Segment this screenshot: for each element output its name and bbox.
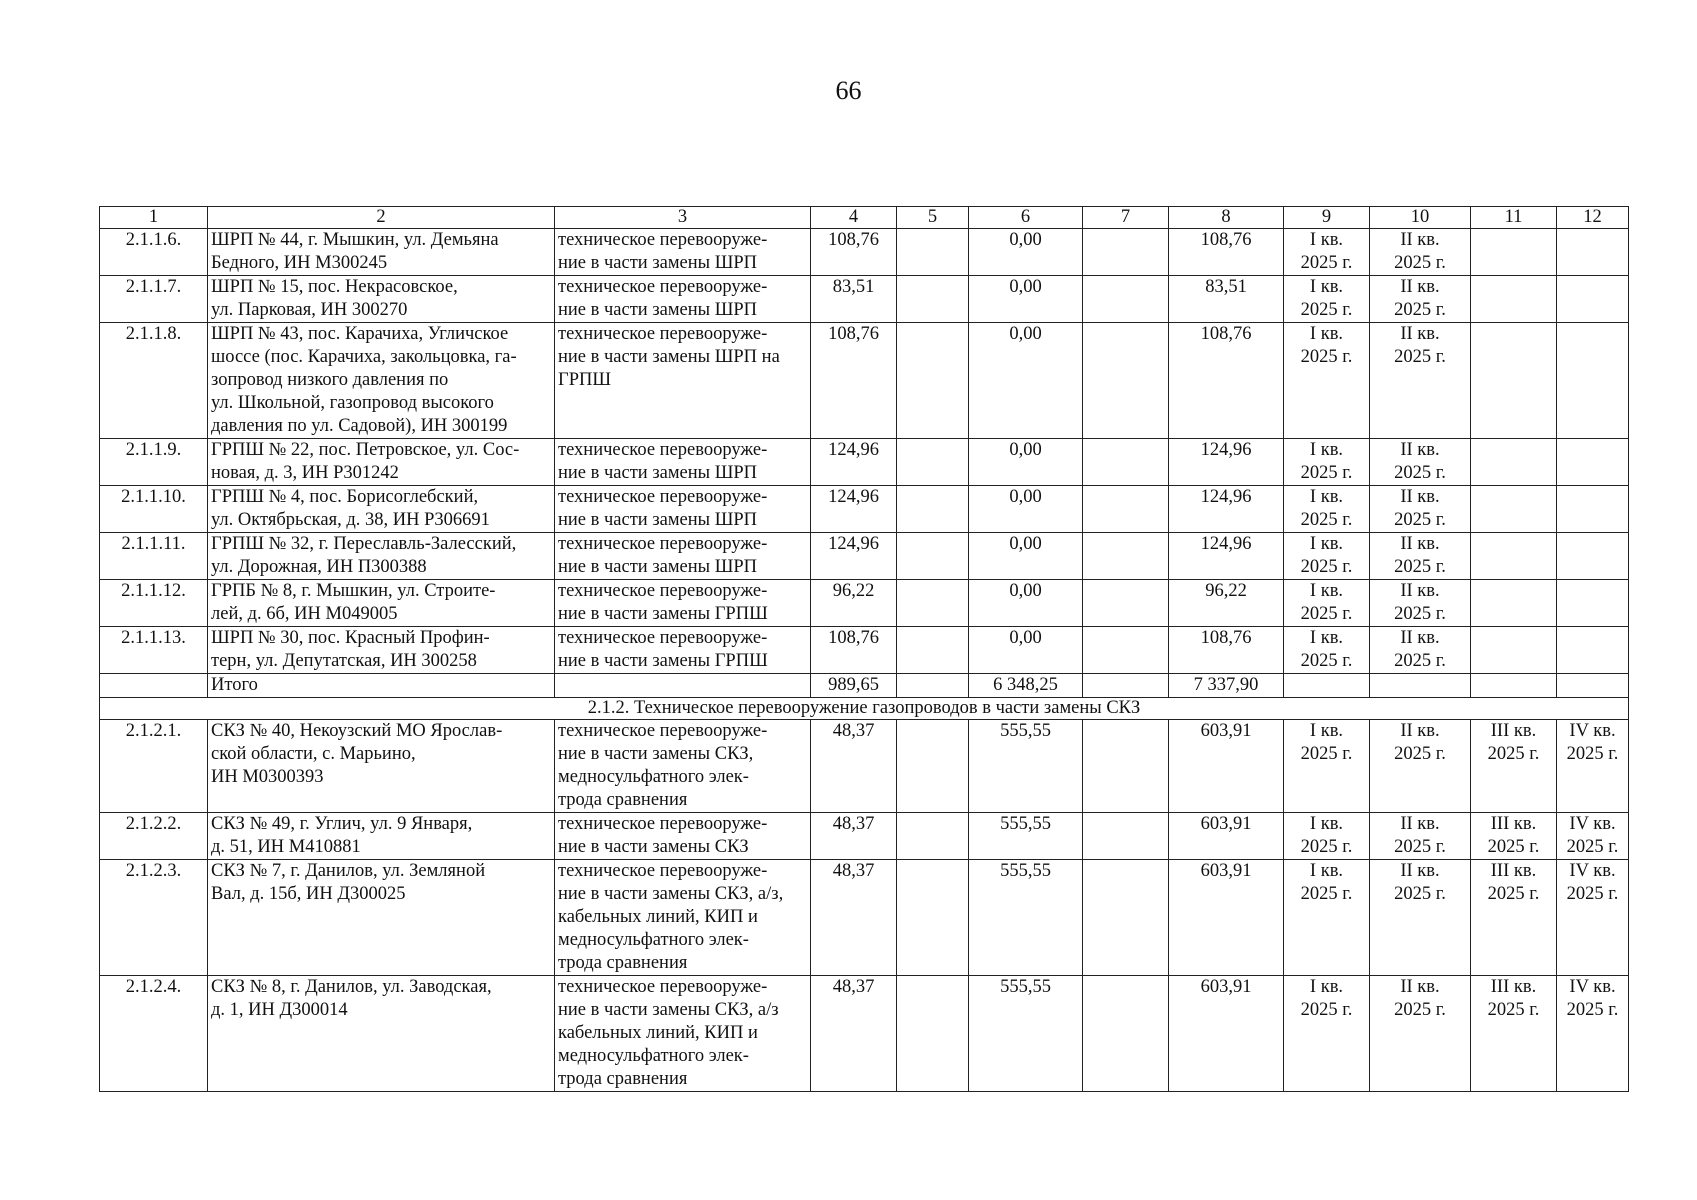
col-header-7: 7 — [1083, 207, 1169, 229]
work-type: техническое перевооруже- ние в части замены СКЗ, а/з, кабельных линий, КИП и медносульфатного элек- трода сравнения — [555, 860, 811, 976]
table-row — [100, 486, 1629, 533]
total-col8: 7 337,90 — [1169, 674, 1284, 698]
work-type: техническое перевооруже- ние в части замены ГРПШ — [555, 627, 811, 674]
col11-quarter: III кв. 2025 г. — [1471, 813, 1557, 860]
row-number: 2.1.1.9. — [100, 439, 208, 486]
end-quarter: II кв. 2025 г. — [1370, 720, 1471, 813]
row-number: 2.1.1.8. — [100, 323, 208, 439]
col5-value — [897, 323, 969, 439]
col6-value: 0,00 — [969, 439, 1083, 486]
col4-value: 108,76 — [811, 627, 897, 674]
end-quarter: II кв. 2025 г. — [1370, 439, 1471, 486]
col11-quarter — [1471, 229, 1557, 276]
end-quarter: II кв. 2025 г. — [1370, 860, 1471, 976]
col7-value — [1083, 627, 1169, 674]
start-quarter: I кв. 2025 г. — [1284, 860, 1370, 976]
col12-quarter: IV кв. 2025 г. — [1557, 813, 1629, 860]
start-quarter: I кв. 2025 г. — [1284, 533, 1370, 580]
col-header-6: 6 — [969, 207, 1083, 229]
col-header-4: 4 — [811, 207, 897, 229]
col5-value — [897, 976, 969, 1092]
col7-value — [1083, 229, 1169, 276]
col8-value: 603,91 — [1169, 720, 1284, 813]
end-quarter: II кв. 2025 г. — [1370, 533, 1471, 580]
col7-value — [1083, 976, 1169, 1092]
col4-value: 124,96 — [811, 533, 897, 580]
col8-value: 108,76 — [1169, 323, 1284, 439]
row-number: 2.1.2.1. — [100, 720, 208, 813]
col8-value: 108,76 — [1169, 627, 1284, 674]
end-quarter: II кв. 2025 г. — [1370, 323, 1471, 439]
object-name: ШРП № 44, г. Мышкин, ул. Демьяна Бедного, ИН М300245 — [208, 229, 555, 276]
row-number: 2.1.2.3. — [100, 860, 208, 976]
col6-value: 555,55 — [969, 976, 1083, 1092]
col11-quarter: III кв. 2025 г. — [1471, 976, 1557, 1092]
col4-value: 48,37 — [811, 976, 897, 1092]
col11-quarter — [1471, 323, 1557, 439]
col-header-9: 9 — [1284, 207, 1370, 229]
col8-value: 124,96 — [1169, 439, 1284, 486]
start-quarter: I кв. 2025 г. — [1284, 276, 1370, 323]
work-type: техническое перевооруже- ние в части замены СКЗ, а/з кабельных линий, КИП и медносульфатного элек- трода сравнения — [555, 976, 811, 1092]
total-col4: 989,65 — [811, 674, 897, 698]
col4-value: 108,76 — [811, 323, 897, 439]
object-name: ГРПШ № 4, пос. Борисоглебский, ул. Октябрьская, д. 38, ИН Р306691 — [208, 486, 555, 533]
table-row — [100, 439, 1629, 486]
table-row — [100, 323, 1629, 439]
col12-quarter — [1557, 323, 1629, 439]
table-row — [100, 976, 1629, 1092]
object-name: ШРП № 30, пос. Красный Профин- терн, ул. Депутатская, ИН 300258 — [208, 627, 555, 674]
col8-value: 124,96 — [1169, 533, 1284, 580]
col4-value: 48,37 — [811, 813, 897, 860]
col-header-1: 1 — [100, 207, 208, 229]
col6-value: 0,00 — [969, 323, 1083, 439]
col7-value — [1083, 860, 1169, 976]
object-name: ГРПБ № 8, г. Мышкин, ул. Строите- лей, д. 6б, ИН М049005 — [208, 580, 555, 627]
total-empty-cell — [1471, 674, 1557, 698]
col5-value — [897, 276, 969, 323]
investment-table — [99, 206, 1629, 1092]
col12-quarter: IV кв. 2025 г. — [1557, 976, 1629, 1092]
col11-quarter: III кв. 2025 г. — [1471, 720, 1557, 813]
end-quarter: II кв. 2025 г. — [1370, 276, 1471, 323]
col12-quarter — [1557, 580, 1629, 627]
object-name: ГРПШ № 32, г. Переславль-Залесский, ул. Дорожная, ИН П300388 — [208, 533, 555, 580]
row-number: 2.1.2.4. — [100, 976, 208, 1092]
col4-value: 108,76 — [811, 229, 897, 276]
object-name: СКЗ № 7, г. Данилов, ул. Земляной Вал, д. 15б, ИН Д300025 — [208, 860, 555, 976]
col5-value — [897, 813, 969, 860]
row-number: 2.1.1.10. — [100, 486, 208, 533]
work-type: техническое перевооруже- ние в части замены СКЗ, медносульфатного элек- трода сравнения — [555, 720, 811, 813]
col6-value: 0,00 — [969, 486, 1083, 533]
table-row — [100, 860, 1629, 976]
col8-value: 124,96 — [1169, 486, 1284, 533]
col8-value: 83,51 — [1169, 276, 1284, 323]
col-header-11: 11 — [1471, 207, 1557, 229]
object-name: СКЗ № 8, г. Данилов, ул. Заводская, д. 1, ИН Д300014 — [208, 976, 555, 1092]
col5-value — [897, 229, 969, 276]
work-type: техническое перевооруже- ние в части замены ШРП — [555, 439, 811, 486]
col12-quarter — [1557, 533, 1629, 580]
col4-value: 48,37 — [811, 860, 897, 976]
col-header-8: 8 — [1169, 207, 1284, 229]
row-number: 2.1.1.12. — [100, 580, 208, 627]
total-empty-cell — [1557, 674, 1629, 698]
col-header-12: 12 — [1557, 207, 1629, 229]
start-quarter: I кв. 2025 г. — [1284, 720, 1370, 813]
table-row — [100, 627, 1629, 674]
end-quarter: II кв. 2025 г. — [1370, 813, 1471, 860]
section-row — [100, 698, 1629, 720]
page-number: 66 — [835, 76, 862, 105]
total-label: Итого — [208, 674, 555, 698]
end-quarter: II кв. 2025 г. — [1370, 976, 1471, 1092]
col5-value — [897, 720, 969, 813]
table-row — [100, 580, 1629, 627]
row-number: 2.1.1.6. — [100, 229, 208, 276]
col5-value — [897, 860, 969, 976]
col4-value: 48,37 — [811, 720, 897, 813]
start-quarter: I кв. 2025 г. — [1284, 439, 1370, 486]
col8-value: 603,91 — [1169, 976, 1284, 1092]
row-number: 2.1.2.2. — [100, 813, 208, 860]
total-empty-cell — [897, 674, 969, 698]
start-quarter: I кв. 2025 г. — [1284, 580, 1370, 627]
col7-value — [1083, 439, 1169, 486]
col5-value — [897, 439, 969, 486]
work-type: техническое перевооруже- ние в части замены СКЗ — [555, 813, 811, 860]
col7-value — [1083, 533, 1169, 580]
col7-value — [1083, 813, 1169, 860]
object-name: ШРП № 43, пос. Карачиха, Угличское шоссе (пос. Карачиха, закольцовка, га- зопровод низкого давления по ул. Школьной, газопровод высокого давления по ул. Садовой), ИН 300199 — [208, 323, 555, 439]
object-name: СКЗ № 49, г. Углич, ул. 9 Января, д. 51, ИН М410881 — [208, 813, 555, 860]
col11-quarter: III кв. 2025 г. — [1471, 860, 1557, 976]
col8-value: 603,91 — [1169, 860, 1284, 976]
col7-value — [1083, 486, 1169, 533]
start-quarter: I кв. 2025 г. — [1284, 323, 1370, 439]
col6-value: 0,00 — [969, 276, 1083, 323]
col6-value: 555,55 — [969, 720, 1083, 813]
object-name: ГРПШ № 22, пос. Петровское, ул. Сос- новая, д. 3, ИН Р301242 — [208, 439, 555, 486]
col12-quarter — [1557, 439, 1629, 486]
col12-quarter — [1557, 627, 1629, 674]
col7-value — [1083, 580, 1169, 627]
start-quarter: I кв. 2025 г. — [1284, 229, 1370, 276]
col12-quarter: IV кв. 2025 г. — [1557, 720, 1629, 813]
col11-quarter — [1471, 276, 1557, 323]
col11-quarter — [1471, 580, 1557, 627]
col11-quarter — [1471, 486, 1557, 533]
total-empty-cell — [1083, 674, 1169, 698]
col12-quarter — [1557, 276, 1629, 323]
table-row — [100, 720, 1629, 813]
col5-value — [897, 486, 969, 533]
table-body — [100, 207, 1629, 1092]
total-empty-cell — [555, 674, 811, 698]
start-quarter: I кв. 2025 г. — [1284, 627, 1370, 674]
table-row — [100, 229, 1629, 276]
col7-value — [1083, 323, 1169, 439]
work-type: техническое перевооруже- ние в части замены ШРП на ГРПШ — [555, 323, 811, 439]
col8-value: 96,22 — [1169, 580, 1284, 627]
work-type: техническое перевооруже- ние в части замены ШРП — [555, 229, 811, 276]
col12-quarter: IV кв. 2025 г. — [1557, 860, 1629, 976]
object-name: СКЗ № 40, Некоузский МО Ярослав- ской области, с. Марьино, ИН М0300393 — [208, 720, 555, 813]
col7-value — [1083, 276, 1169, 323]
table-row — [100, 276, 1629, 323]
end-quarter: II кв. 2025 г. — [1370, 486, 1471, 533]
col6-value: 0,00 — [969, 533, 1083, 580]
row-number: 2.1.1.11. — [100, 533, 208, 580]
col6-value: 0,00 — [969, 627, 1083, 674]
total-col6: 6 348,25 — [969, 674, 1083, 698]
section-title: 2.1.2. Техническое перевооружение газопроводов в части замены СКЗ — [100, 698, 1629, 720]
col5-value — [897, 533, 969, 580]
object-name: ШРП № 15, пос. Некрасовское, ул. Парковая, ИН 300270 — [208, 276, 555, 323]
col11-quarter — [1471, 533, 1557, 580]
work-type: техническое перевооруже- ние в части замены ГРПШ — [555, 580, 811, 627]
col6-value: 555,55 — [969, 860, 1083, 976]
row-number: 2.1.1.13. — [100, 627, 208, 674]
start-quarter: I кв. 2025 г. — [1284, 976, 1370, 1092]
col4-value: 96,22 — [811, 580, 897, 627]
total-empty-cell — [1284, 674, 1370, 698]
total-row — [100, 674, 1629, 698]
table-row — [100, 813, 1629, 860]
total-empty-cell — [100, 674, 208, 698]
end-quarter: II кв. 2025 г. — [1370, 229, 1471, 276]
col-header-10: 10 — [1370, 207, 1471, 229]
work-type: техническое перевооруже- ние в части замены ШРП — [555, 533, 811, 580]
col12-quarter — [1557, 486, 1629, 533]
total-empty-cell — [1370, 674, 1471, 698]
end-quarter: II кв. 2025 г. — [1370, 580, 1471, 627]
col6-value: 0,00 — [969, 580, 1083, 627]
col11-quarter — [1471, 439, 1557, 486]
row-number: 2.1.1.7. — [100, 276, 208, 323]
col5-value — [897, 580, 969, 627]
col-header-5: 5 — [897, 207, 969, 229]
column-number-row — [100, 207, 1629, 229]
start-quarter: I кв. 2025 г. — [1284, 486, 1370, 533]
col6-value: 555,55 — [969, 813, 1083, 860]
col6-value: 0,00 — [969, 229, 1083, 276]
col11-quarter — [1471, 627, 1557, 674]
start-quarter: I кв. 2025 г. — [1284, 813, 1370, 860]
col12-quarter — [1557, 229, 1629, 276]
col-header-3: 3 — [555, 207, 811, 229]
col4-value: 124,96 — [811, 439, 897, 486]
col4-value: 124,96 — [811, 486, 897, 533]
col4-value: 83,51 — [811, 276, 897, 323]
col5-value — [897, 627, 969, 674]
col8-value: 108,76 — [1169, 229, 1284, 276]
col7-value — [1083, 720, 1169, 813]
col-header-2: 2 — [208, 207, 555, 229]
table-row — [100, 533, 1629, 580]
col8-value: 603,91 — [1169, 813, 1284, 860]
work-type: техническое перевооруже- ние в части замены ШРП — [555, 276, 811, 323]
end-quarter: II кв. 2025 г. — [1370, 627, 1471, 674]
work-type: техническое перевооруже- ние в части замены ШРП — [555, 486, 811, 533]
